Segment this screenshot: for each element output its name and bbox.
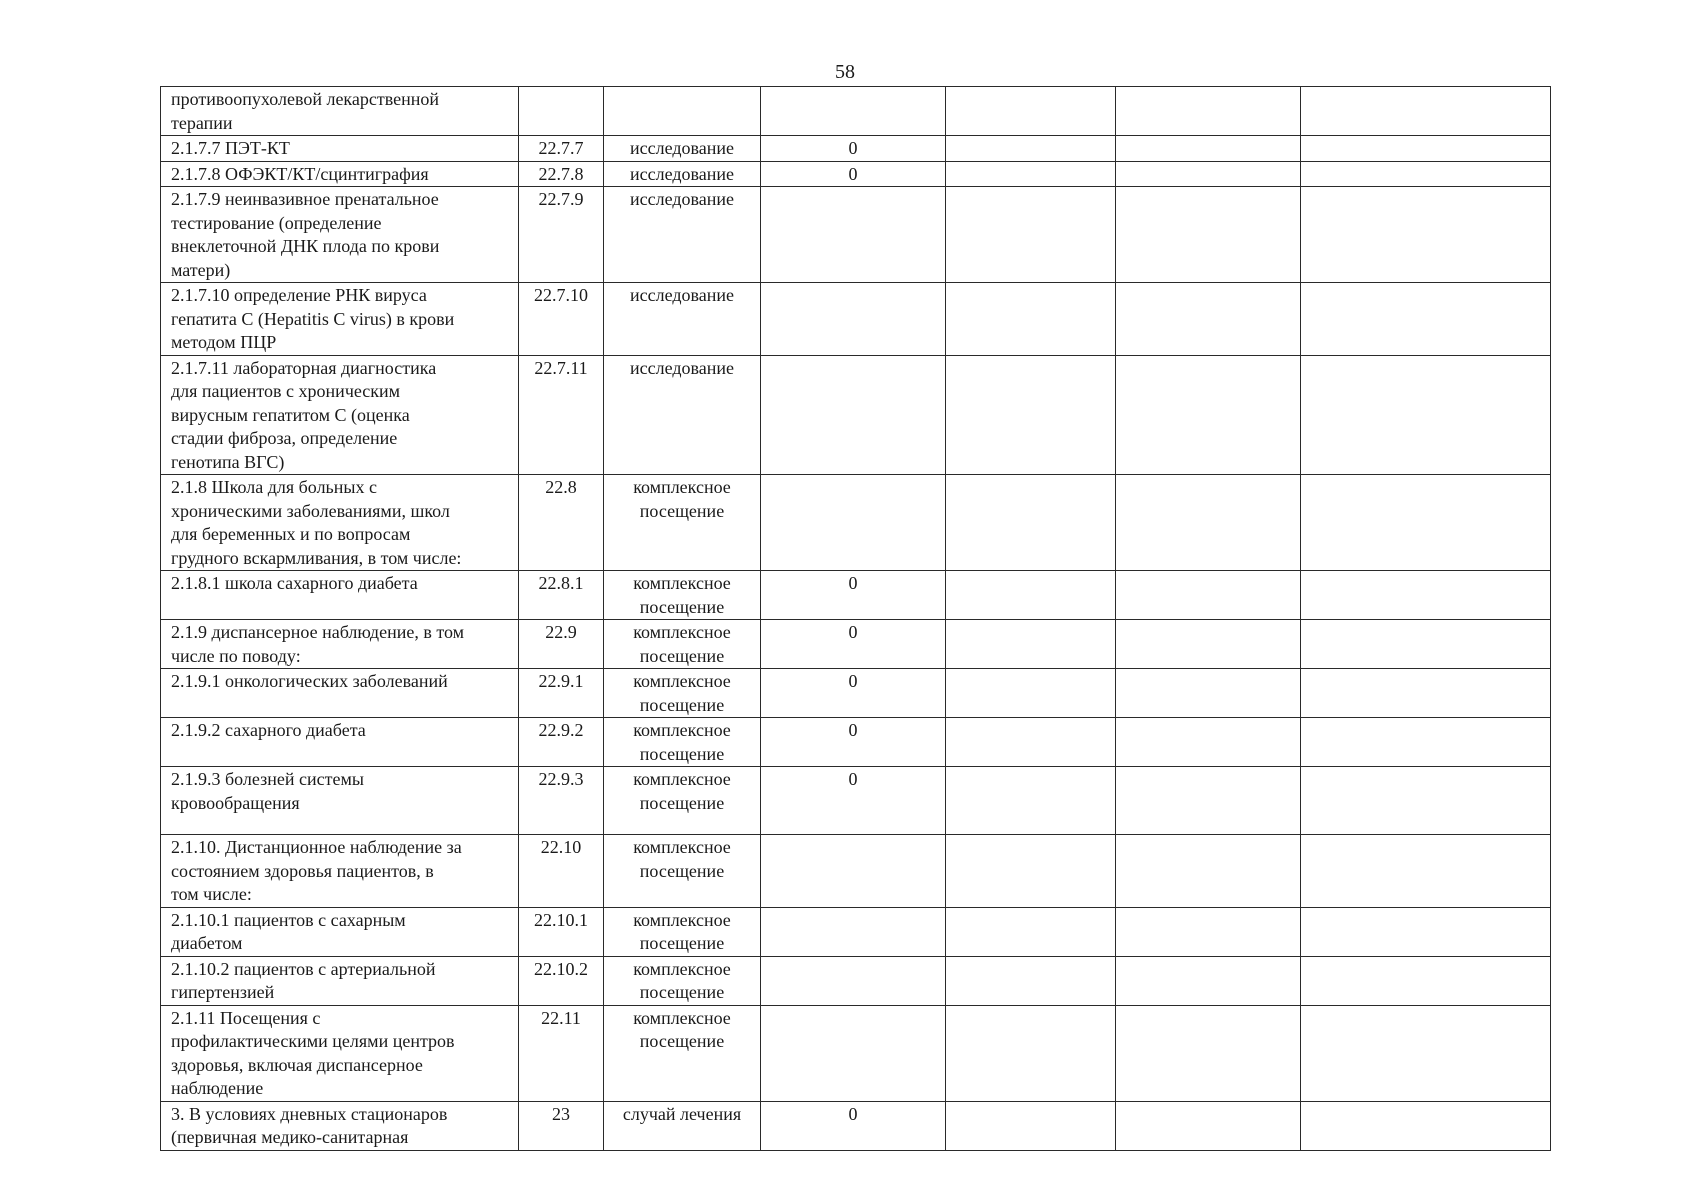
row-name-cell <box>161 571 519 620</box>
row-code-cell <box>519 161 604 187</box>
row-value-text: 0 <box>848 671 858 691</box>
empty-cell <box>1301 956 1551 1005</box>
empty-cell <box>946 669 1116 718</box>
row-unit-text: исследование <box>629 163 734 184</box>
row-unit-cell <box>604 1005 761 1101</box>
table-row <box>161 620 1551 669</box>
table-row <box>161 136 1551 162</box>
empty-cell <box>946 187 1116 283</box>
row-code-text: 22.7.9 <box>538 189 584 209</box>
row-code-text: 22.10.1 <box>534 909 588 930</box>
row-name-text: 2.1.11 Посещения с профилактическими целями центров здоровья, включая диспансерное наблюдение <box>171 1007 455 1098</box>
row-code-cell <box>519 620 604 669</box>
row-name-cell <box>161 669 519 718</box>
row-unit-cell <box>604 571 761 620</box>
empty-cell <box>1116 187 1301 283</box>
data-table <box>160 86 1551 1151</box>
row-value-cell <box>761 669 946 718</box>
page-number: 58 <box>835 61 855 83</box>
row-unit-cell <box>604 136 761 162</box>
row-name-cell <box>161 136 519 162</box>
row-value-cell <box>761 767 946 835</box>
row-value-text: 0 <box>848 138 858 158</box>
row-unit-text: комплексное посещение <box>633 671 731 715</box>
row-name-text: 2.1.9.2 сахарного диабета <box>171 720 366 740</box>
row-value-text: 0 <box>848 1103 858 1124</box>
row-unit-cell <box>604 1101 761 1150</box>
row-code-text: 23 <box>552 1103 570 1124</box>
row-code-cell <box>519 136 604 162</box>
row-code-text: 22.9.3 <box>538 769 584 789</box>
row-value-cell <box>761 1005 946 1101</box>
table-row <box>161 475 1551 571</box>
row-unit-text: комплексное посещение <box>633 622 731 666</box>
empty-cell <box>946 620 1116 669</box>
empty-cell <box>946 1101 1116 1150</box>
row-value-cell <box>761 835 946 908</box>
row-unit-cell <box>604 475 761 571</box>
row-value-cell <box>761 718 946 767</box>
row-unit-text: комплексное посещение <box>633 1007 731 1051</box>
row-code-cell <box>519 1005 604 1101</box>
row-code-cell <box>519 475 604 571</box>
row-unit-cell <box>604 956 761 1005</box>
row-unit-cell <box>604 767 761 835</box>
row-unit-cell <box>604 283 761 356</box>
table-row <box>161 718 1551 767</box>
row-code-text: 22.9 <box>545 622 577 642</box>
empty-cell <box>946 283 1116 356</box>
table-row <box>161 669 1551 718</box>
row-unit-cell <box>604 835 761 908</box>
empty-cell <box>946 475 1116 571</box>
row-code-cell <box>519 767 604 835</box>
row-value-cell <box>761 355 946 475</box>
empty-cell <box>1301 283 1551 356</box>
data-table-container <box>160 86 1550 1151</box>
row-name-cell <box>161 1005 519 1101</box>
empty-cell <box>1116 620 1301 669</box>
row-value-text: 0 <box>848 622 858 642</box>
table-row <box>161 283 1551 356</box>
empty-cell <box>946 835 1116 908</box>
row-name-cell <box>161 620 519 669</box>
row-unit-cell <box>604 87 761 136</box>
empty-cell <box>1116 283 1301 356</box>
row-unit-text: комплексное посещение <box>633 477 731 521</box>
row-name-cell <box>161 283 519 356</box>
row-value-cell <box>761 475 946 571</box>
empty-cell <box>1301 620 1551 669</box>
empty-cell <box>1116 571 1301 620</box>
row-name-text: 2.1.10.2 пациентов с артериальной гипертензией <box>171 958 436 1002</box>
row-code-cell <box>519 87 604 136</box>
empty-cell <box>1116 475 1301 571</box>
row-name-text: 2.1.9.3 болезней системы кровообращения <box>171 769 364 813</box>
empty-cell <box>1301 87 1551 136</box>
row-unit-text: комплексное посещение <box>633 573 731 617</box>
table-row <box>161 835 1551 908</box>
empty-cell <box>1301 718 1551 767</box>
row-unit-text: исследование <box>629 189 734 209</box>
row-code-text: 22.11 <box>541 1007 581 1028</box>
row-code-cell <box>519 669 604 718</box>
empty-cell <box>946 767 1116 835</box>
table-row <box>161 1005 1551 1101</box>
row-unit-text: комплексное посещение <box>633 909 731 953</box>
row-code-cell <box>519 571 604 620</box>
row-code-text: 22.10 <box>540 837 582 857</box>
empty-cell <box>1301 187 1551 283</box>
row-code-cell <box>519 718 604 767</box>
empty-cell <box>1301 1101 1551 1150</box>
row-unit-cell <box>604 718 761 767</box>
empty-cell <box>1301 475 1551 571</box>
row-unit-text: комплексное посещение <box>633 769 731 813</box>
empty-cell <box>1301 907 1551 956</box>
empty-cell <box>946 956 1116 1005</box>
row-value-cell <box>761 1101 946 1150</box>
row-unit-text: исследование <box>629 357 734 378</box>
row-unit-text: комплексное посещение <box>633 837 731 881</box>
row-code-cell <box>519 956 604 1005</box>
row-name-cell <box>161 956 519 1005</box>
row-value-text: 0 <box>848 163 858 184</box>
row-value-cell <box>761 571 946 620</box>
row-name-text: 2.1.8 Школа для больных с хроническими заболеваниями, школ для беременных и по вопросам грудного вскармливания, в том числе: <box>171 477 462 568</box>
row-value-text: 0 <box>848 720 858 740</box>
empty-cell <box>1116 956 1301 1005</box>
row-unit-text: комплексное посещение <box>633 958 731 1002</box>
row-code-text: 22.10.2 <box>534 958 588 979</box>
row-code-cell <box>519 283 604 356</box>
table-row <box>161 161 1551 187</box>
row-code-text: 22.9.1 <box>538 671 584 691</box>
empty-cell <box>946 161 1116 187</box>
table-body <box>161 87 1551 1151</box>
row-code-cell <box>519 907 604 956</box>
table-row <box>161 87 1551 136</box>
row-code-cell <box>519 835 604 908</box>
empty-cell <box>946 355 1116 475</box>
table-row <box>161 1101 1551 1150</box>
empty-cell <box>946 907 1116 956</box>
row-name-text: 3. В условиях дневных стационаров (первичная медико-санитарная <box>171 1103 448 1147</box>
row-code-cell <box>519 355 604 475</box>
row-name-cell <box>161 907 519 956</box>
empty-cell <box>946 1005 1116 1101</box>
row-code-cell <box>519 187 604 283</box>
row-name-cell <box>161 187 519 283</box>
row-name-cell <box>161 355 519 475</box>
row-name-cell <box>161 718 519 767</box>
row-name-cell <box>161 475 519 571</box>
row-name-text: 2.1.7.9 неинвазивное пренатальное тестирование (определение внеклеточной ДНК плода по крови матери) <box>171 189 440 280</box>
row-name-text: 2.1.9 диспансерное наблюдение, в том числе по поводу: <box>171 622 465 666</box>
row-value-cell <box>761 187 946 283</box>
empty-cell <box>946 87 1116 136</box>
row-value-cell <box>761 136 946 162</box>
empty-cell <box>1116 1005 1301 1101</box>
row-code-text: 22.9.2 <box>538 720 584 740</box>
row-value-text: 0 <box>848 573 858 593</box>
empty-cell <box>946 136 1116 162</box>
row-code-text: 22.7.10 <box>534 285 588 305</box>
empty-cell <box>946 718 1116 767</box>
empty-cell <box>1301 835 1551 908</box>
row-code-cell <box>519 1101 604 1150</box>
empty-cell <box>1301 136 1551 162</box>
row-code-text: 22.7.8 <box>538 163 584 184</box>
row-unit-cell <box>604 161 761 187</box>
row-name-cell <box>161 161 519 187</box>
empty-cell <box>1116 907 1301 956</box>
row-name-text: 2.1.10.1 пациентов с сахарным диабетом <box>171 909 406 953</box>
table-row <box>161 767 1551 835</box>
empty-cell <box>1116 87 1301 136</box>
row-name-text: 2.1.7.11 лабораторная диагностика для пациентов с хроническим вирусным гепатитом С (оценка стадии фиброза, определение генотипа ВГС) <box>171 357 437 472</box>
row-unit-text: случай лечения <box>622 1103 742 1124</box>
row-value-cell <box>761 620 946 669</box>
empty-cell <box>1116 355 1301 475</box>
row-value-cell <box>761 87 946 136</box>
row-name-cell <box>161 87 519 136</box>
empty-cell <box>1301 767 1551 835</box>
empty-cell <box>1116 136 1301 162</box>
table-row <box>161 187 1551 283</box>
table-row <box>161 355 1551 475</box>
empty-cell <box>1301 669 1551 718</box>
table-row <box>161 571 1551 620</box>
table-row <box>161 956 1551 1005</box>
empty-cell <box>1116 835 1301 908</box>
row-unit-text: комплексное посещение <box>633 720 731 764</box>
empty-cell <box>1116 718 1301 767</box>
row-name-cell <box>161 767 519 835</box>
row-value-cell <box>761 283 946 356</box>
row-name-text: 2.1.9.1 онкологических заболеваний <box>171 671 448 691</box>
table-row <box>161 907 1551 956</box>
empty-cell <box>1301 161 1551 187</box>
row-unit-cell <box>604 907 761 956</box>
empty-cell <box>1301 571 1551 620</box>
row-code-text: 22.8 <box>545 477 577 497</box>
row-unit-cell <box>604 620 761 669</box>
row-value-cell <box>761 907 946 956</box>
row-code-text: 22.8.1 <box>538 573 584 593</box>
row-value-cell <box>761 956 946 1005</box>
row-name-cell <box>161 1101 519 1150</box>
row-code-text: 22.7.7 <box>538 138 584 158</box>
row-code-text: 22.7.11 <box>534 357 588 378</box>
row-value-cell <box>761 161 946 187</box>
row-unit-text: исследование <box>629 138 734 158</box>
empty-cell <box>1116 669 1301 718</box>
empty-cell <box>1301 355 1551 475</box>
row-unit-cell <box>604 187 761 283</box>
row-name-text: 2.1.7.8 ОФЭКТ/КТ/сцинтиграфия <box>171 163 429 184</box>
empty-cell <box>1116 1101 1301 1150</box>
empty-cell <box>1301 1005 1551 1101</box>
row-name-text: 2.1.8.1 школа сахарного диабета <box>171 573 418 593</box>
row-name-text: 2.1.10. Дистанционное наблюдение за состоянием здоровья пациентов, в том числе: <box>171 837 462 904</box>
row-name-text: 2.1.7.10 определение РНК вируса гепатита С (Hepatitis C virus) в крови методом ПЦР <box>171 285 455 352</box>
row-unit-cell <box>604 669 761 718</box>
row-name-cell <box>161 835 519 908</box>
row-unit-cell <box>604 355 761 475</box>
row-value-text: 0 <box>848 769 858 789</box>
row-unit-text: исследование <box>629 285 734 305</box>
empty-cell <box>946 571 1116 620</box>
row-name-text: 2.1.7.7 ПЭТ-КТ <box>171 138 290 158</box>
row-name-text: противоопухолевой лекарственной терапии <box>171 89 440 133</box>
empty-cell <box>1116 767 1301 835</box>
empty-cell <box>1116 161 1301 187</box>
